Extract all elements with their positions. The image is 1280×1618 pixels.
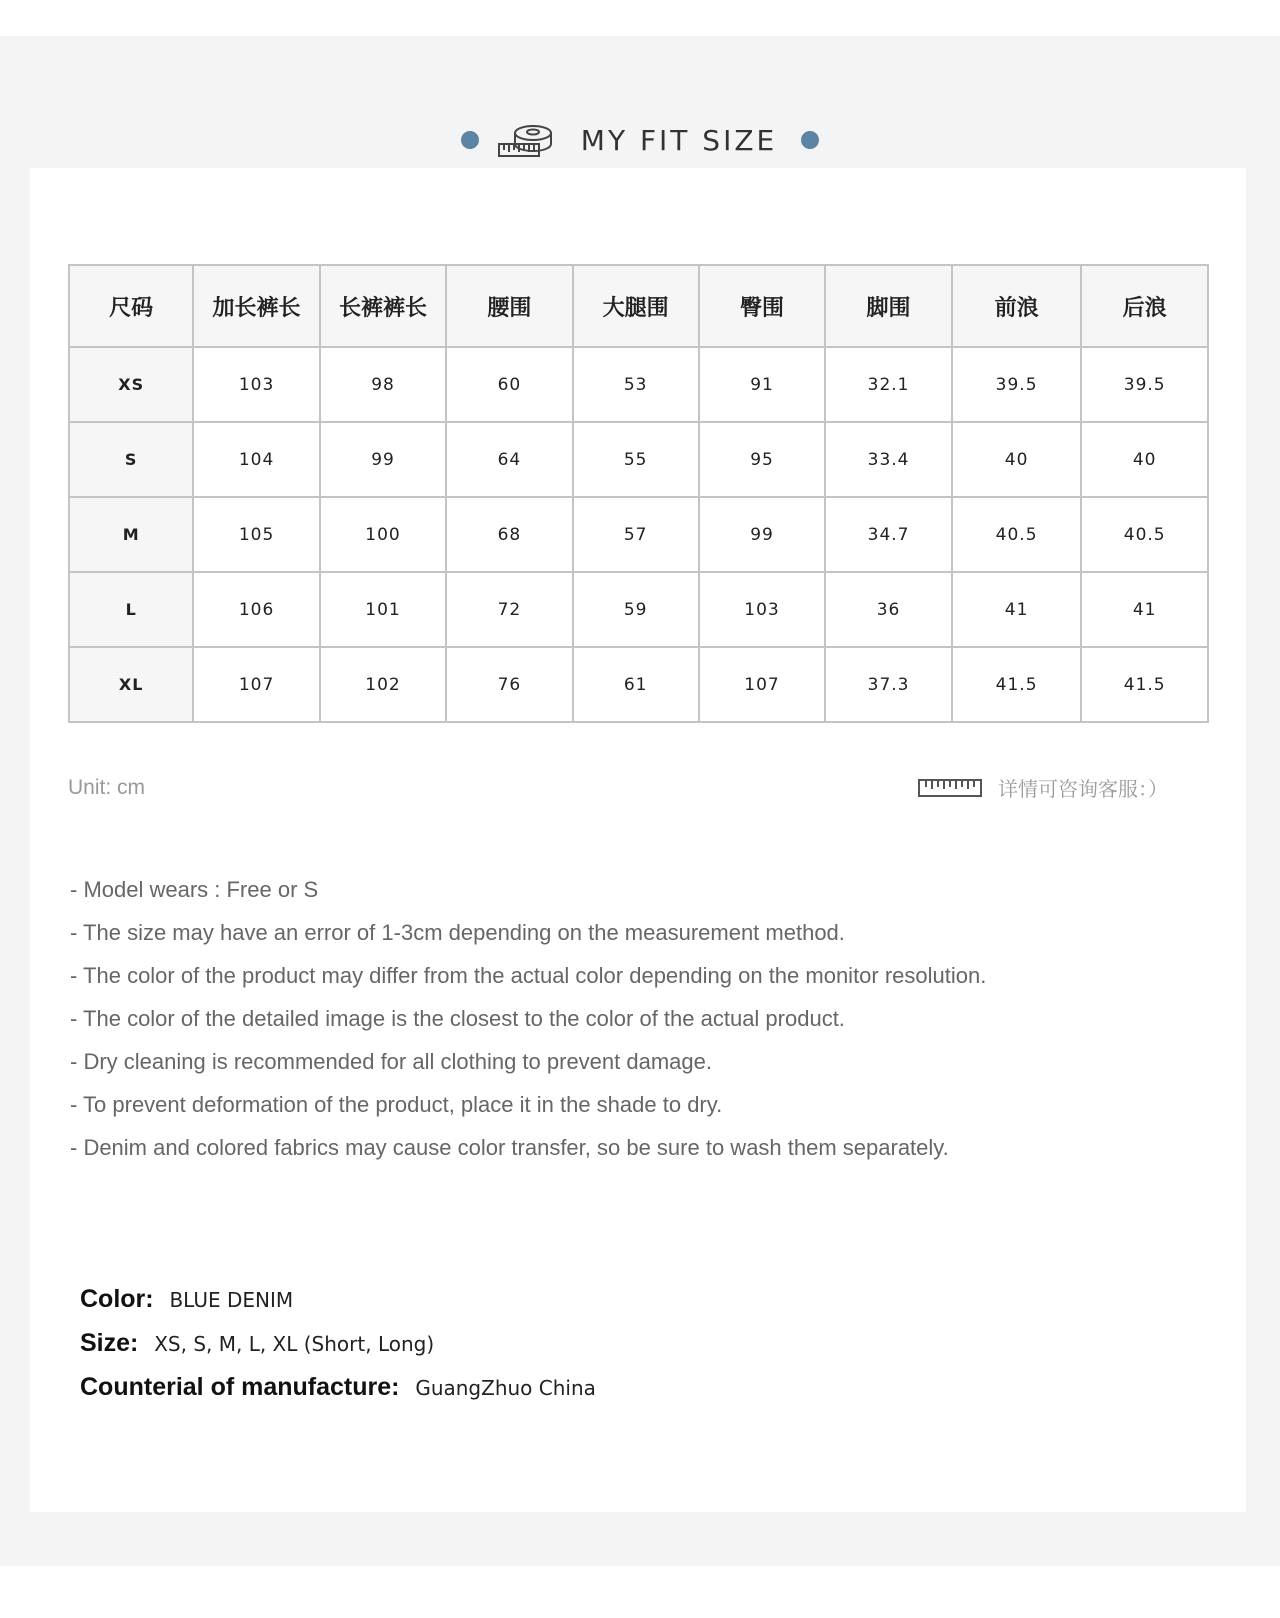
page-title: MY FIT SIZE <box>580 123 778 157</box>
note-item: - The color of the product may differ from the actual color depending on the monitor resolution. <box>70 963 987 988</box>
size-label: Size: <box>80 1329 139 1357</box>
right-dot-icon <box>801 131 819 149</box>
table-cell: 99 <box>320 422 446 497</box>
table-cell: S <box>69 422 193 497</box>
color-label: Color: <box>80 1285 154 1313</box>
table-cell: 107 <box>193 647 319 722</box>
table-cell: 91 <box>699 347 825 422</box>
table-cell: 40.5 <box>952 497 1082 572</box>
measuring-tape-icon <box>497 120 557 160</box>
note-item: - The color of the detailed image is the closest to the color of the actual product. <box>70 1006 845 1031</box>
header-size: 尺码 <box>69 265 193 347</box>
table-cell: 39.5 <box>1081 347 1208 422</box>
table-cell: 39.5 <box>952 347 1082 422</box>
care-notes <box>70 868 1190 1169</box>
table-cell: 98 <box>320 347 446 422</box>
note-item: - Model wears : Free or S <box>70 877 319 902</box>
table-cell: 100 <box>320 497 446 572</box>
table-cell: 72 <box>446 572 572 647</box>
origin-label: Counterial of manufacture: <box>80 1373 400 1401</box>
size-row <box>80 1322 596 1366</box>
table-cell: 60 <box>446 347 572 422</box>
table-cell: 40.5 <box>1081 497 1208 572</box>
ruler-icon <box>918 777 982 799</box>
table-cell: 55 <box>573 422 699 497</box>
content-card <box>30 168 1246 1512</box>
table-cell: 33.4 <box>825 422 952 497</box>
origin-row <box>80 1366 596 1410</box>
header-waist: 腰围 <box>446 265 572 347</box>
note-item: - The size may have an error of 1-3cm depending on the measurement method. <box>70 920 845 945</box>
header-thigh: 大腿围 <box>573 265 699 347</box>
table-cell: 41 <box>952 572 1082 647</box>
table-cell: 59 <box>573 572 699 647</box>
table-row <box>69 572 1208 647</box>
table-cell: 101 <box>320 572 446 647</box>
header-regular-length: 长裤裤长 <box>320 265 446 347</box>
header-hip: 臀围 <box>699 265 825 347</box>
table-cell: 41.5 <box>1081 647 1208 722</box>
table-cell: 37.3 <box>825 647 952 722</box>
table-row <box>69 422 1208 497</box>
table-cell: 57 <box>573 497 699 572</box>
table-cell: 41.5 <box>952 647 1082 722</box>
table-header-row <box>69 265 1208 347</box>
table-cell: 99 <box>699 497 825 572</box>
table-cell: 32.1 <box>825 347 952 422</box>
table-cell: 64 <box>446 422 572 497</box>
header-front-rise: 前浪 <box>952 265 1082 347</box>
table-cell: XL <box>69 647 193 722</box>
table-cell: 41 <box>1081 572 1208 647</box>
table-cell: 76 <box>446 647 572 722</box>
table-row <box>69 647 1208 722</box>
table-cell: 95 <box>699 422 825 497</box>
left-dot-icon <box>461 131 479 149</box>
table-cell: 61 <box>573 647 699 722</box>
table-cell: 68 <box>446 497 572 572</box>
table-cell: 104 <box>193 422 319 497</box>
table-cell: 105 <box>193 497 319 572</box>
note-item: - To prevent deformation of the product, place it in the shade to dry. <box>70 1092 723 1117</box>
section-header <box>0 110 1280 170</box>
note-item: - Denim and colored fabrics may cause color transfer, so be sure to wash them separately. <box>70 1135 949 1160</box>
table-cell: XS <box>69 347 193 422</box>
table-cell: 36 <box>825 572 952 647</box>
table-cell: 102 <box>320 647 446 722</box>
table-cell: 40 <box>952 422 1082 497</box>
table-cell: 53 <box>573 347 699 422</box>
table-cell: L <box>69 572 193 647</box>
table-cell: 103 <box>699 572 825 647</box>
table-cell: 40 <box>1081 422 1208 497</box>
header-hem: 脚围 <box>825 265 952 347</box>
color-value: BLUE DENIM <box>169 1288 294 1312</box>
table-row <box>69 497 1208 572</box>
note-item: - Dry cleaning is recommended for all clothing to prevent damage. <box>70 1049 712 1074</box>
color-row <box>80 1278 596 1322</box>
table-row <box>69 347 1208 422</box>
header-back-rise: 后浪 <box>1081 265 1208 347</box>
table-cell: 103 <box>193 347 319 422</box>
contact-text: 详情可咨询客服：） <box>998 779 1168 801</box>
contact-note <box>918 773 1168 802</box>
header-extended-length: 加长裤长 <box>193 265 319 347</box>
unit-label: Unit: cm <box>68 776 146 799</box>
size-value: XS, S, M, L, XL (Short, Long) <box>154 1332 435 1356</box>
table-cell: M <box>69 497 193 572</box>
size-table <box>68 264 1209 723</box>
table-cell: 34.7 <box>825 497 952 572</box>
product-info <box>80 1278 596 1410</box>
table-cell: 106 <box>193 572 319 647</box>
table-cell: 107 <box>699 647 825 722</box>
origin-value: GuangZhuo China <box>415 1376 596 1400</box>
